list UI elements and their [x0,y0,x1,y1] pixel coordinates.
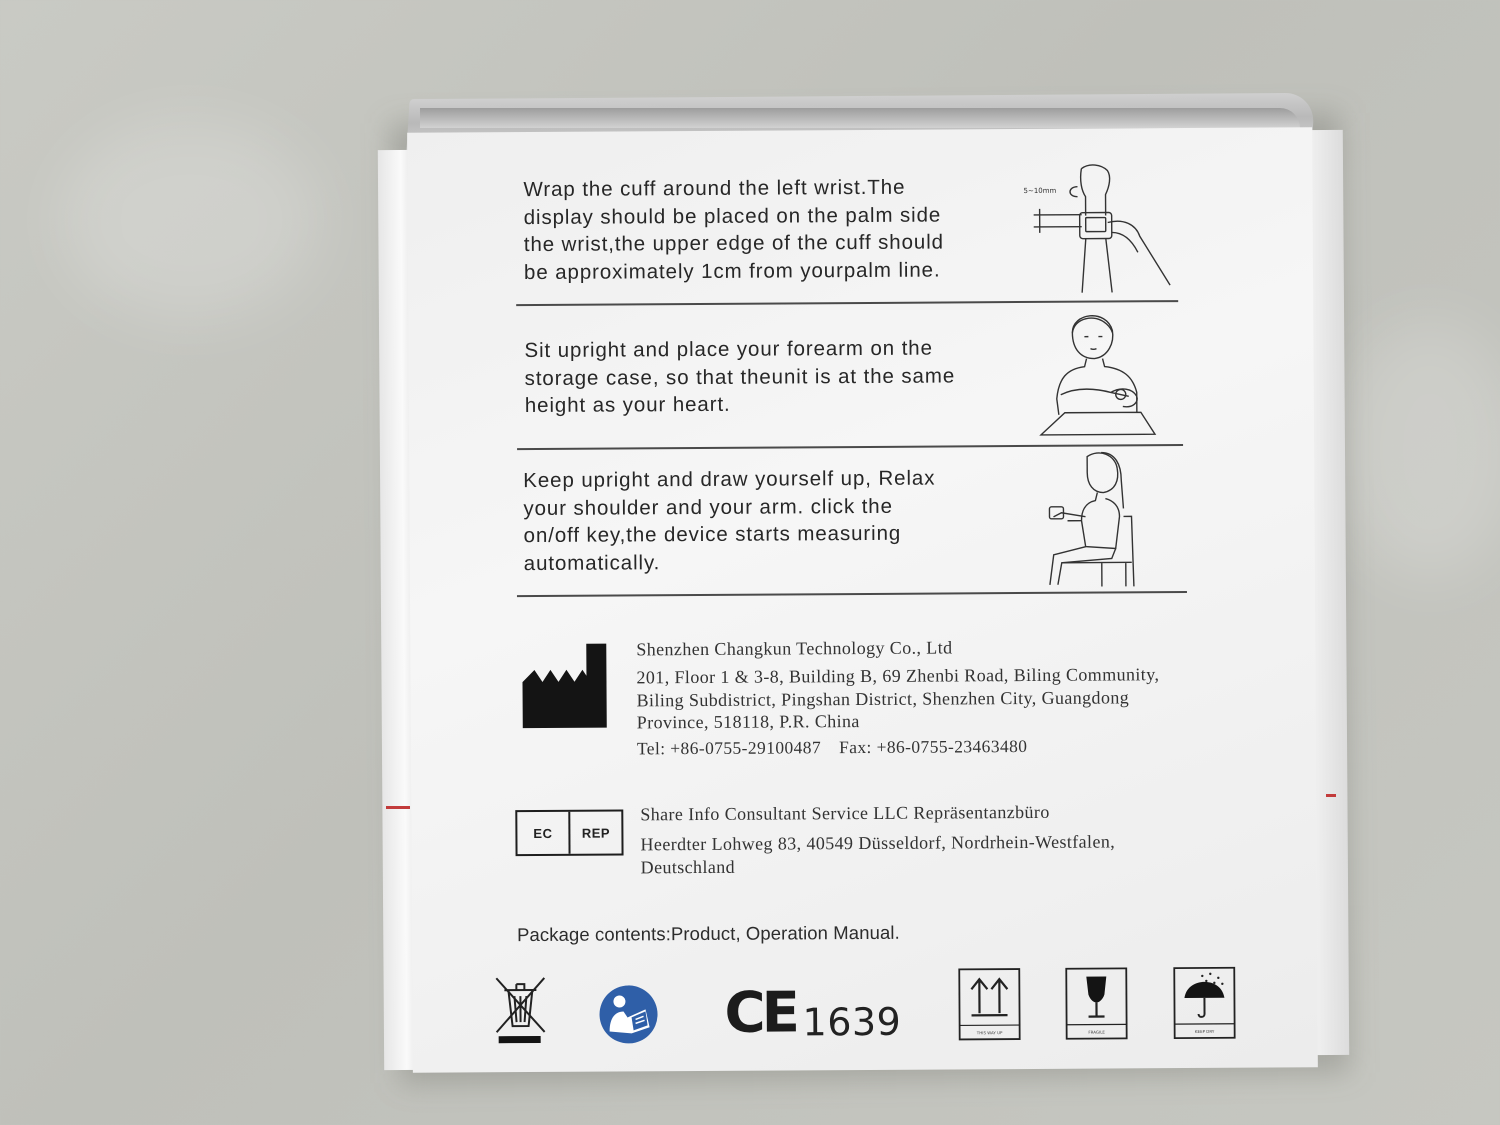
edge-red-mark [386,806,410,809]
ec-rep-symbol [515,809,623,856]
weee-crossed-bin-icon [492,974,548,1046]
read-manual-icon [597,983,659,1045]
manufacturer-fax: Fax: +86-0755-23463480 [839,735,1028,758]
package-contents: Package contents:Product, Operation Manual. [516,921,900,946]
instruction-step-3: Keep upright and draw yourself up, Relax your shoulder and your arm. click the on/off key,the device starts measuring automatically. [523,466,936,575]
box-top-lip [420,108,1300,128]
svg-text:THIS WAY UP: THIS WAY UP [976,1030,1003,1036]
keep-dry-umbrella-icon [1172,966,1236,1040]
edge-red-mark [1326,794,1336,797]
manufacturer-name: Shenzhen Changkun Technology Co., Ltd [636,637,953,660]
this-way-up-icon [957,967,1021,1041]
seated-person-side-diagram [1041,446,1152,589]
ec-rep-name: Share Info Consultant Service LLC Repräsentanzbüro [640,801,1050,825]
instruction-step-1: Wrap the cuff around the left wrist.The display should be placed on the palm side the wrist,the upper edge of the cuff should be approximately 1cm from yourpalm line. [523,175,944,284]
ce-mark: CE [724,980,797,1046]
svg-text:FRAGILE: FRAGILE [1088,1029,1105,1035]
wrist-cuff-diagram [1019,160,1180,296]
manufacturer-factory-icon [520,642,609,731]
section-divider [517,591,1187,597]
floor-highlight [60,120,320,320]
svg-text:KEEP DRY: KEEP DRY [1194,1028,1215,1034]
diagram-label: 5~10mm [1023,186,1057,196]
manufacturer-tel: Tel: +86-0755-29100487 [636,737,822,759]
rep-label: REP [568,811,621,853]
ec-rep-address: Heerdter Lohweg 83, 40549 Düsseldorf, Nordrhein-Westfalen, Deutschland [640,831,1116,878]
fragile-glass-icon [1064,966,1128,1040]
floor-highlight [1340,320,1500,580]
manufacturer-address: 201, Floor 1 & 3-8, Building B, 69 Zhenbi Road, Biling Community, Biling Subdistrict, Pingshan District, Shenzhen City, Guangdong Province, 518118, P.R. China [636,664,1160,733]
box-back-panel [407,127,1318,1073]
ce-notified-body-number: 1639 [802,999,902,1045]
instruction-step-2: Sit upright and place your forearm on the storage case, so that theunit is at the same height as your heart. [524,336,956,418]
ec-label: EC [533,825,553,841]
manufacturer-contact [637,736,1028,759]
seated-person-front-diagram [1036,302,1162,443]
